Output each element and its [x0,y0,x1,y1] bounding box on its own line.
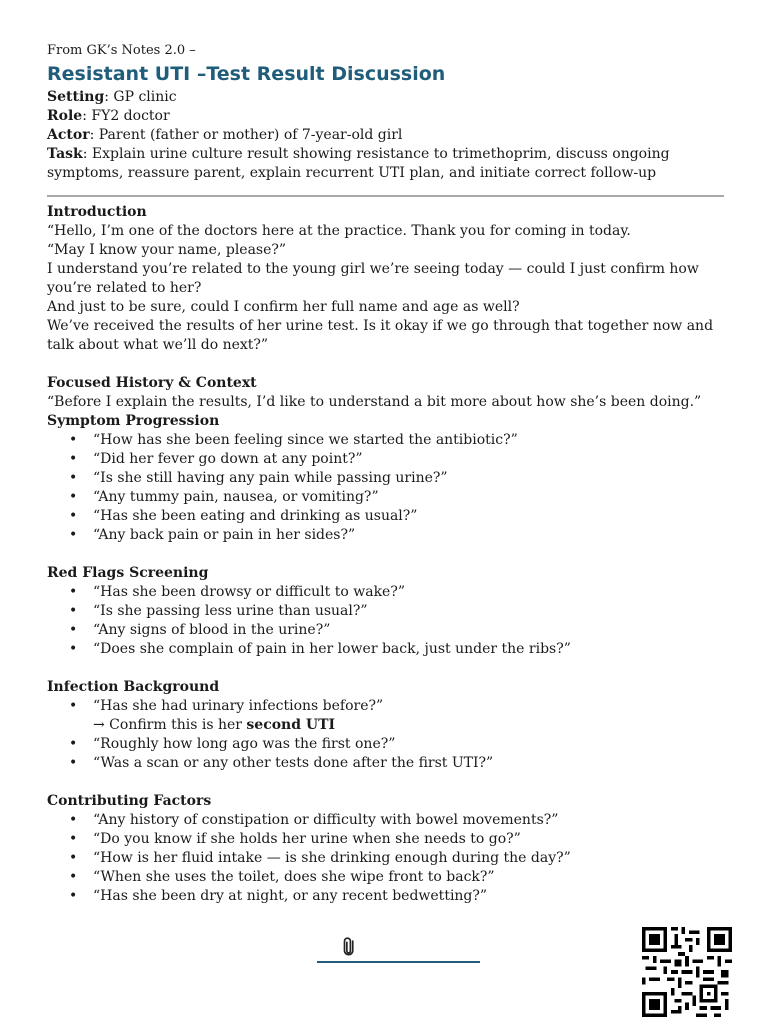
bullet: • [69,451,78,467]
focused-history-section [47,374,727,545]
introduction-section [47,203,727,355]
bullet: • [69,831,78,847]
meta-value: : Parent (father or mother) of 7-year-old girl [89,127,403,143]
list-item: • “Any tummy pain, nausea, or vomiting?” [69,489,379,505]
paperclip-icon [343,925,363,950]
list-item: • “Does she complain of pain in her lower back, just under the ribs?” [69,641,571,657]
section-heading: Introduction [47,204,147,220]
meta-actor [47,126,727,145]
list-item: • “When she uses the toilet, does she wipe front to back?” [69,869,495,885]
red-flags-list [47,583,727,659]
meta-setting [47,88,727,107]
symptom-list [47,431,727,545]
meta-label: Task [47,146,83,162]
bullet: • [69,432,78,448]
list-item: • “Roughly how long ago was the first one?” [69,736,396,752]
intro-line: “May I know your name, please?” [47,242,287,258]
meta-task [47,145,727,183]
bullet: • [69,755,78,771]
bullet: • [69,489,78,505]
red-flags-section [47,564,727,659]
list-item: • “Did her fever go down at any point?” [69,451,363,467]
factors-list [47,811,727,906]
bullet: • [69,470,78,486]
list-item: • “Any back pain or pain in her sides?” [69,527,356,543]
intro-line: And just to be sure, could I confirm her full name and age as well? [47,299,520,315]
intro-line: We’ve received the results of her urine test. Is it okay if we go through that together now and talk about what we’ll do next?” [47,318,714,353]
bullet: • [69,641,78,657]
divider [47,195,724,197]
meta-label: Role [47,108,83,124]
bullet: • [69,698,78,714]
list-item: • “Has she been dry at night, or any recent bedwetting?” [69,888,488,904]
section-heading: Focused History & Context [47,375,257,391]
section-heading: Contributing Factors [47,793,212,809]
meta-label: Setting [47,89,105,105]
footer-divider [317,961,480,963]
section-heading: Red Flags Screening [47,565,209,581]
meta-role [47,107,727,126]
bullet: • [69,527,78,543]
list-item: • “Any history of constipation or difficulty with bowel movements?” [69,812,559,828]
list-item: • “Was a scan or any other tests done after the first UTI?” [69,755,494,771]
contributing-factors-section [47,792,727,906]
subheading: Symptom Progression [47,413,220,429]
meta-label: Actor [47,127,90,143]
list-item: • “Has she been eating and drinking as usual?” [69,508,418,524]
list-item: • “Has she been drowsy or difficult to wake?” [69,584,406,600]
infection-list [47,697,727,716]
history-intro: “Before I explain the results, I’d like to understand a bit more about how she’s been doing.” [47,394,702,410]
list-item: • “Is she still having any pain while passing urine?” [69,470,448,486]
confirm-note: → Confirm this is her second UTI [93,717,336,733]
list-item: • “How is her fluid intake — is she drinking enough during the day?” [69,850,571,866]
intro-line: I understand you’re related to the young girl we’re seeing today — could I just confirm how you’re related to her? [47,261,699,296]
meta-value: : Explain urine culture result showing resistance to trimethoprim, discuss ongoing symptoms, reassure parent, explain recurrent UTI plan, and initiate correct follow-up [47,146,670,181]
bullet: • [69,584,78,600]
list-item: • “Is she passing less urine than usual?” [69,603,368,619]
document-page [47,42,727,906]
bullet: • [69,869,78,885]
bullet: • [69,888,78,904]
list-item: • “Any signs of blood in the urine?” [69,622,331,638]
meta-value: : GP clinic [104,89,177,105]
list-item: • “How has she been feeling since we started the antibiotic?” [69,432,518,448]
bullet: • [69,508,78,524]
meta-value: : FY2 doctor [82,108,170,124]
bullet: • [69,850,78,866]
section-heading: Infection Background [47,679,220,695]
bullet: • [69,603,78,619]
list-item: • “Has she had urinary infections before?” [69,698,384,714]
intro-line: “Hello, I’m one of the doctors here at the practice. Thank you for coming in today. [47,223,631,239]
qr-code[interactable] [640,927,734,1017]
bullet: • [69,812,78,828]
page-title: Resistant UTI –Test Result Discussion [47,63,446,85]
bullet: • [69,622,78,638]
infection-list-continued [47,735,727,773]
list-item: • “Do you know if she holds her urine when she needs to go?” [69,831,521,847]
bullet: • [69,736,78,752]
infection-background-section [47,678,727,773]
source-line: From GK’s Notes 2.0 – [47,43,196,58]
meta-block [47,88,727,183]
